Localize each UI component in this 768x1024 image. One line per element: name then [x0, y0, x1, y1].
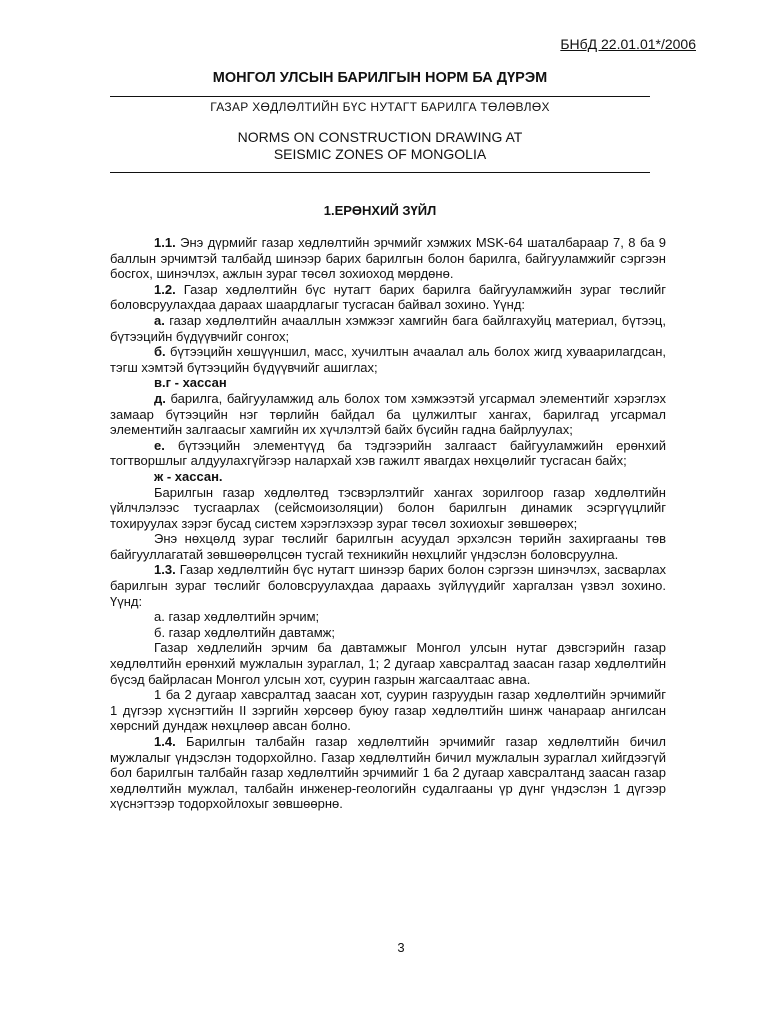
item-text: барилга, байгууламжид аль болох том хэмжээтэй угсармал элементийг хэрэглэх замаар бүтээцийн нэг төрлийн байдал ба цулжилтыг хангах, барилгад угсармал элементийн залгаасыг хамгийн их хүчлэлтэй байх бүсийн гадна байрлуулах;	[110, 390, 666, 438]
item-e	[110, 438, 666, 469]
clause-number: 1.2.	[154, 281, 176, 297]
clause-text: Барилгын талбайн газар хөдлөлтийн эрчимийг газар хөдлөлтийн бичил мужлалыг үндэслэн тодорхойлно. Газар хөдлөлтийн бичил мужлалын зураглал хийгдээгүй бол барилгын талбайн газар хөдлөлтийн эрчимийг 1 ба 2 дугаар хавсралтанд заасан газар хөдлөлтийн мужлал, талбайн инженер-геологийн судалгааны үр дүнг үндэслэн 1 дүгээр хүснэгтээр тодорхойлохыг зөвшөөрнө.	[110, 734, 666, 812]
document-title: МОНГОЛ УЛСЫН БАРИЛГЫН НОРМ БА ДҮРЭМ	[212, 70, 548, 86]
item-vg-removed: в.г - хассан	[154, 375, 227, 391]
paragraph-appendix: 1 ба 2 дугаар хавсралтад заасан хот, суурин газруудын газар хөдлөлтийн эрчимийг 1 дүгээр хүснэгтийн II зэргийн хөрсөөр буюу газар хөдлөлтийн шинж чанараар ангилсан хөрсний дундаж нөхцлөөр авсан болно.	[110, 687, 666, 734]
paragraph-1-3	[110, 562, 666, 609]
section-title: 1.ЕРӨНХИЙ ЗҮЙЛ	[323, 203, 437, 218]
item-label: а.	[154, 312, 165, 328]
paragraph-1-4	[110, 734, 666, 812]
paragraph-conditions: Энэ нөхцөлд зураг төслийг барилгын асуудал эрхэлсэн төрийн захиргааны төв байгууллагатай зөвшөөрөлцсөн тусгай техникийн нөхцлийг үндэслэн боловсруулна.	[110, 531, 666, 562]
list-item-b: б. газар хөдлөлтийн давтамж;	[154, 624, 335, 640]
clause-number: 1.3.	[154, 562, 176, 578]
english-title-line1: NORMS ON CONSTRUCTION DRAWING AT	[237, 129, 523, 145]
clause-text: Газар хөдлөлтийн бүс нутагт шинээр барих болон сэргээн шинэчлэх, засварлах барилгын зураг төслийг боловсруулахдаа дараахь зүйлүүдийг харгалзан үзвэл зохино. Үүнд:	[110, 562, 666, 609]
clause-number: 1.1.	[154, 235, 176, 250]
paragraph-isolation: Барилгын газар хөдлөлтөд тэсвэрлэлтийг хангах зорилгоор газар хөдлөлтийн үйлчлэлээс тусгаарлах (сейсмоизоляции) болон барилгын динамик эсэргүүцлийг тохируулах зэрэг бусад систем хэрэглэхээр зураг төсөл зохиохыг зөвшөөрөх;	[110, 484, 666, 531]
clause-text: Газар хөдлөлтийн бүс нутагт барих барилга байгууламжийн зураг төслийг боловсруулахдаа дараах шаардлагыг тусгасан байвал зохино. Үүнд:	[110, 281, 666, 313]
item-text: газар хөдлөлтийн ачааллын хэмжээг хамгийн бага байлгахуйц материал, бүтээц, бүтээцийн бүдүүвчийг сонгох;	[110, 312, 666, 344]
document-code: БНбД 22.01.01*/2006	[560, 36, 696, 52]
document-subtitle: ГАЗАР ХӨДЛӨЛТИЙН БҮС НУТАГТ БАРИЛГА ТӨЛӨВЛӨХ	[210, 100, 550, 114]
item-text: бүтээцийн элементүүд ба тэдгээрийн залгааст байгууламжийн ерөнхий тогтворшлыг алдуулахгүйгээр налархай хэв гажилт явагдах нөхцөлийг тусгасан байх;	[110, 437, 666, 469]
document-body	[110, 235, 666, 812]
item-label: б.	[154, 344, 166, 360]
clause-text: Энэ дүрмийг газар хөдлөлтийн эрчмийг хэмжих MSK-64 шаталбараар 7, 8 ба 9 баллын эрчимтэй талбайд шинээр барих барилгын болон барилга, байгууламжийг сэргээн босгох, шинэчлэх, ажлын зураг төсөл зохиоход мөрдөнө.	[110, 235, 666, 282]
paragraph-intensity: Газар хөдлелийн эрчим ба давтамжыг Монгол улсын нутаг дэвсгэрийн газар хөдлөлтийн ерөнхий мужлалын зураглал, 1; 2 дугаар хавсралтад заасан газар хөдлөлтийн бүсэд байрласан Монгол улсын хот, суурин газрын жагсаалтаас авна.	[110, 640, 666, 687]
item-a	[110, 313, 666, 344]
list-item-a: а. газар хөдлөлтийн эрчим;	[154, 609, 320, 625]
english-title-line2: SEISMIC ZONES OF MONGOLIA	[273, 146, 487, 162]
item-b	[110, 344, 666, 375]
item-label: е.	[154, 437, 165, 453]
item-d	[110, 391, 666, 438]
english-title	[110, 129, 650, 163]
subtitle-rule	[110, 172, 650, 173]
page-number: 3	[397, 940, 405, 955]
paragraph-1-2	[110, 282, 666, 313]
paragraph-1-1	[110, 235, 666, 282]
clause-number: 1.4.	[154, 734, 176, 749]
item-zh-removed: ж - хассан.	[154, 468, 223, 484]
item-label: д.	[154, 390, 166, 406]
title-rule	[110, 96, 650, 97]
item-text: бүтээцийн хөшүүншил, масс, хучилтын ачаалал аль болох жигд хуваарилагдсан, тэгш хэмтэй бүтээцийн бүдүүвчийг ашиглах;	[110, 344, 666, 375]
